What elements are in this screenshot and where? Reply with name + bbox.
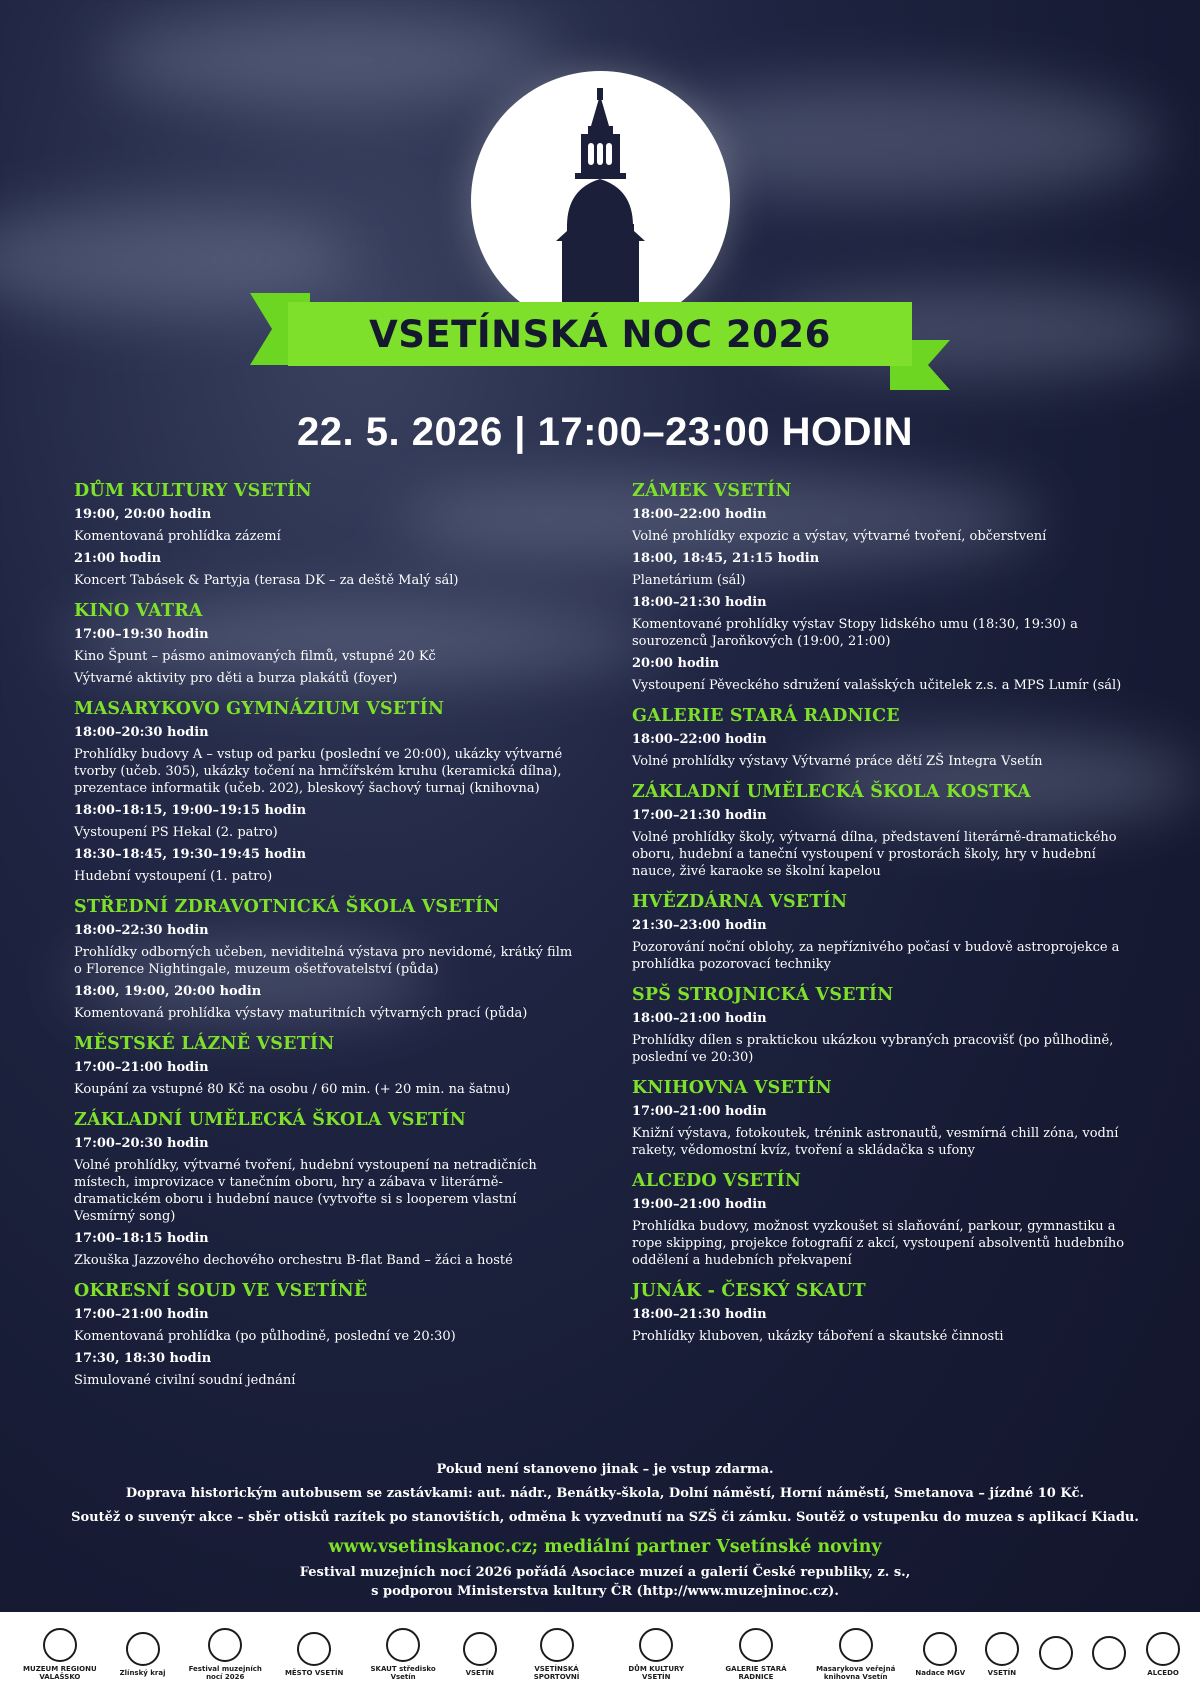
program-time: 18:00–21:00 hodin (632, 1011, 767, 1026)
footer-info (0, 1458, 1200, 1600)
hvezdarna-icon (1092, 1636, 1126, 1670)
program-description: Komentovaná prohlídka výstavy maturitních výtvarných prací (půda) (74, 1006, 528, 1021)
program-time: 17:30, 18:30 hodin (74, 1351, 212, 1366)
vsetinska-sportovni-logo (517, 1620, 597, 1690)
zlinsky-kraj-logo (120, 1620, 166, 1690)
venue-name: ZÁKLADNÍ UMĚLECKÁ ŠKOLA VSETÍN (74, 1110, 466, 1130)
competition-note: Soutěž o suvenýr akce – sběr otisků razítek po stanovištích, odměna k vyzvednutí na SZŠ či zámku. Soutěž o vstupenku do muzea s aplikací Kiadu. (71, 1510, 1139, 1525)
dum-kultury-icon (639, 1628, 673, 1662)
zus-icon (985, 1632, 1019, 1666)
program-time: 18:00–18:15, 19:00–19:15 hodin (74, 803, 307, 818)
organizer-line: Festival muzejních nocí 2026 pořádá Asociace muzeí a galerií České republiky, z. s., (299, 1565, 911, 1580)
program-description: Simulované civilní soudní jednání (74, 1373, 296, 1388)
program-time: 17:00–21:30 hodin (632, 808, 767, 823)
venue-block (74, 1033, 594, 1098)
hvezdarna-logo (1092, 1620, 1126, 1690)
moszs-logo (915, 1620, 965, 1690)
tree-logo (463, 1620, 497, 1690)
venue-name: KINO VATRA (74, 601, 203, 621)
program-description: Koupání za vstupné 80 Kč na osobu / 60 min. (+ 20 min. na šatnu) (74, 1082, 511, 1097)
venue-name: ZÁKLADNÍ UMĚLECKÁ ŠKOLA KOSTKA (632, 782, 1031, 802)
program-description: Komentované prohlídky výstav Stopy lidského umu (18:30, 19:30) a sourozenců Jaroňkových (19:00, 21:00) (632, 617, 1078, 649)
museum-regionu-valassko-icon (43, 1628, 77, 1662)
program-left-column (74, 480, 594, 1400)
website-link[interactable]: www.vsetinskanoc.cz; mediální partner Vsetínské noviny (328, 1537, 882, 1557)
free-entry-note: Pokud není stanoveno jinak – je vstup zdarma. (436, 1462, 774, 1477)
program-description: Výtvarné aktivity pro děti a burza plakátů (foyer) (74, 671, 398, 686)
kostka-logo (1039, 1620, 1073, 1690)
program-description: Volné prohlídky školy, výtvarná dílna, představení literárně-dramatického oboru, hudební a taneční vystoupení v prostorách školy, hry v hudební nauce, živé karaoke se školní kapelou (632, 830, 1117, 879)
ministry-support-line: s podporou Ministerstva kultury ČR (http://www.muzejninoc.cz). (371, 1584, 839, 1599)
program-time: 18:00–21:30 hodin (632, 595, 767, 610)
moszs-icon (923, 1632, 957, 1666)
program-description: Koncert Tabásek & Partyja (terasa DK – za deště Malý sál) (74, 573, 459, 588)
venue-name: MASARYKOVO GYMNÁZIUM VSETÍN (74, 699, 445, 719)
logo-caption: ALCEDO (1147, 1669, 1179, 1677)
program-description: Vystoupení Pěveckého sdružení valašských učitelek z.s. a MPS Lumír (sál) (632, 678, 1122, 693)
logo-caption: DŮM KULTURY VSETÍN (628, 1665, 685, 1681)
festival-muzejnich-noci-icon (208, 1628, 242, 1662)
mesto-vsetin-logo (285, 1620, 343, 1690)
program-time: 18:00, 19:00, 20:00 hodin (74, 984, 262, 999)
venue-name: MĚSTSKÉ LÁZNĚ VSETÍN (74, 1034, 335, 1054)
zus-logo (985, 1620, 1019, 1690)
program-time: 19:00, 20:00 hodin (74, 507, 212, 522)
program-description: Knižní výstava, fotokoutek, trénink astronautů, vesmírná chill zóna, vodní rakety, vědomostní kvíz, tvoření a skládačka s ufony (632, 1126, 1119, 1158)
venue-block (632, 480, 1152, 694)
program-description: Zkouška Jazzového dechového orchestru B-flat Band – žáci a hosté (74, 1253, 513, 1268)
program-description: Vystoupení PS Hekal (2. patro) (74, 825, 278, 840)
program-time: 17:00–21:00 hodin (632, 1104, 767, 1119)
venue-block (632, 1170, 1152, 1269)
venue-block (74, 600, 594, 687)
logo-caption: Zlínský kraj (119, 1669, 166, 1677)
program-time: 18:00–20:30 hodin (74, 725, 209, 740)
logo-caption: VSETÍN (987, 1669, 1017, 1677)
venue-block (74, 1280, 594, 1389)
venue-block (632, 1077, 1152, 1159)
galerie-stara-radnice-icon (739, 1628, 773, 1662)
venue-name: OKRESNÍ SOUD VE VSETÍNĚ (74, 1281, 368, 1301)
skaut-icon (386, 1628, 420, 1662)
kostka-icon (1039, 1636, 1073, 1670)
program-description: Pozorování noční oblohy, za nepříznivého počasí v budově astroprojekce a prohlídka pozorovací techniky (632, 940, 1120, 972)
program-description: Prohlídky budovy A – vstup od parku (poslední ve 20:00), ukázky výtvarné tvorby (učeb. 305), ukázky točení na hrnčířském kruhu (keramická dílna), prezentace informatik (učeb. 202), bleskový šachový turnaj (knihovna) (74, 747, 563, 796)
alcedo-icon (1146, 1632, 1180, 1666)
venue-name: ALCEDO VSETÍN (632, 1171, 802, 1191)
program-time: 17:00–21:00 hodin (74, 1307, 209, 1322)
tree-icon (463, 1632, 497, 1666)
event-date-time: 22. 5. 2026 | 17:00–23:00 HODIN (297, 410, 913, 454)
program-description: Volné prohlídky, výtvarné tvoření, hudební vystoupení na netradičních místech, improvizace v tanečním oboru, hry a zábava v literárně-dramatickém oboru i hudební nauce (vytvořte si s looperem vlastní Vesmírný song) (74, 1158, 537, 1224)
program-time: 21:00 hodin (74, 551, 162, 566)
program-time: 18:00–22:00 hodin (632, 507, 767, 522)
program-description: Komentovaná prohlídka (po půlhodině, poslední ve 20:30) (74, 1329, 456, 1344)
venue-block (74, 480, 594, 589)
program-description: Prohlídky kluboven, ukázky táboření a skautské činnosti (632, 1329, 1004, 1344)
program-time: 17:00–20:30 hodin (74, 1136, 209, 1151)
logo-caption: GALERIE STARÁ RADNICE (725, 1665, 787, 1681)
venue-block (632, 891, 1152, 973)
program-description: Komentovaná prohlídka zázemí (74, 529, 281, 544)
logo-caption: SKAUT středisko Vsetín (370, 1665, 436, 1681)
zlinsky-kraj-icon (126, 1632, 160, 1666)
logo-caption: Festival muzejních nocí 2026 (188, 1665, 262, 1681)
skaut-logo (363, 1620, 443, 1690)
masarykova-knihovna-icon (839, 1628, 873, 1662)
venue-block (74, 896, 594, 1022)
logo-caption: MĚSTO VSETÍN (284, 1669, 344, 1677)
masarykova-knihovna-logo (816, 1620, 896, 1690)
program-time: 18:00–21:30 hodin (632, 1307, 767, 1322)
venue-name: ZÁMEK VSETÍN (632, 481, 792, 501)
program-description: Volné prohlídky expozic a výstav, výtvarné tvoření, občerstvení (632, 529, 1047, 544)
logo-caption: Masarykova veřejná knihovna Vsetín (816, 1665, 896, 1681)
program-right-column (632, 480, 1152, 1356)
galerie-stara-radnice-logo (716, 1620, 796, 1690)
venue-block (74, 1109, 594, 1269)
program-description: Volné prohlídky výstavy Výtvarné práce dětí ZŠ Integra Vsetín (632, 754, 1043, 769)
program-description: Prohlídky odborných učeben, neviditelná výstava pro nevidomé, krátký film o Florence Nightingale, muzeum ošetřovatelství (půda) (74, 945, 573, 977)
venue-name: KNIHOVNA VSETÍN (632, 1078, 832, 1098)
venue-name: DŮM KULTURY VSETÍN (74, 481, 312, 501)
vsetinska-sportovni-icon (540, 1628, 574, 1662)
logo-caption: MUZEUM REGIONU VALAŠSKO (23, 1665, 97, 1681)
venue-block (632, 781, 1152, 880)
logo-caption: VSETÍN (465, 1669, 495, 1677)
venue-block (632, 984, 1152, 1066)
partner-logo-bar (0, 1612, 1200, 1697)
program-description: Kino Špunt – pásmo animovaných filmů, vstupné 20 Kč (74, 649, 436, 664)
program-description: Prohlídky dílen s praktickou ukázkou vybraných pracovišť (po půlhodině, poslední ve 20:30) (632, 1033, 1114, 1065)
program-time: 17:00–19:30 hodin (74, 627, 209, 642)
venue-name: GALERIE STARÁ RADNICE (632, 706, 900, 726)
program-time: 18:00–22:30 hodin (74, 923, 209, 938)
venue-name: STŘEDNÍ ZDRAVOTNICKÁ ŠKOLA VSETÍN (74, 897, 500, 917)
program-time: 17:00–21:00 hodin (74, 1060, 209, 1075)
venue-block (632, 1280, 1152, 1345)
dum-kultury-logo (616, 1620, 696, 1690)
program-time: 18:00–22:00 hodin (632, 732, 767, 747)
venue-block (632, 705, 1152, 770)
program-time: 20:00 hodin (632, 656, 720, 671)
venue-name: HVĚZDÁRNA VSETÍN (632, 892, 848, 912)
program-description: Planetárium (sál) (632, 573, 746, 588)
program-description: Prohlídka budovy, možnost vyzkoušet si slaňování, parkour, gymnastiku a rope skipping, projekce fotografií z akcí, vystoupení absolventů hudebního oddělení a hudebních překvapení (632, 1219, 1125, 1268)
museum-regionu-valassko-logo (20, 1620, 100, 1690)
program-time: 18:00, 18:45, 21:15 hodin (632, 551, 820, 566)
program-time: 17:00–18:15 hodin (74, 1231, 209, 1246)
festival-muzejnich-noci-logo (185, 1620, 265, 1690)
bus-transport-note: Doprava historickým autobusem se zastávkami: aut. nádr., Benátky-škola, Dolní náměstí, Horní náměstí, Smetanova – jízdné 10 Kč. (125, 1486, 1085, 1501)
event-title: VSETÍNSKÁ NOC 2026 (369, 312, 831, 356)
logo-caption: Nadace MGV (915, 1669, 966, 1677)
venue-name: SPŠ STROJNICKÁ VSETÍN (632, 985, 894, 1005)
logo-caption: VSETÍNSKÁ SPORTOVNÍ (533, 1665, 580, 1681)
alcedo-logo (1146, 1620, 1180, 1690)
mesto-vsetin-icon (297, 1632, 331, 1666)
program-time: 21:30–23:00 hodin (632, 918, 767, 933)
program-time: 18:30–18:45, 19:30–19:45 hodin (74, 847, 307, 862)
program-time: 19:00–21:00 hodin (632, 1197, 767, 1212)
program-description: Hudební vystoupení (1. patro) (74, 869, 273, 884)
venue-block (74, 698, 594, 885)
venue-name: JUNÁK - ČESKÝ SKAUT (632, 1281, 866, 1301)
